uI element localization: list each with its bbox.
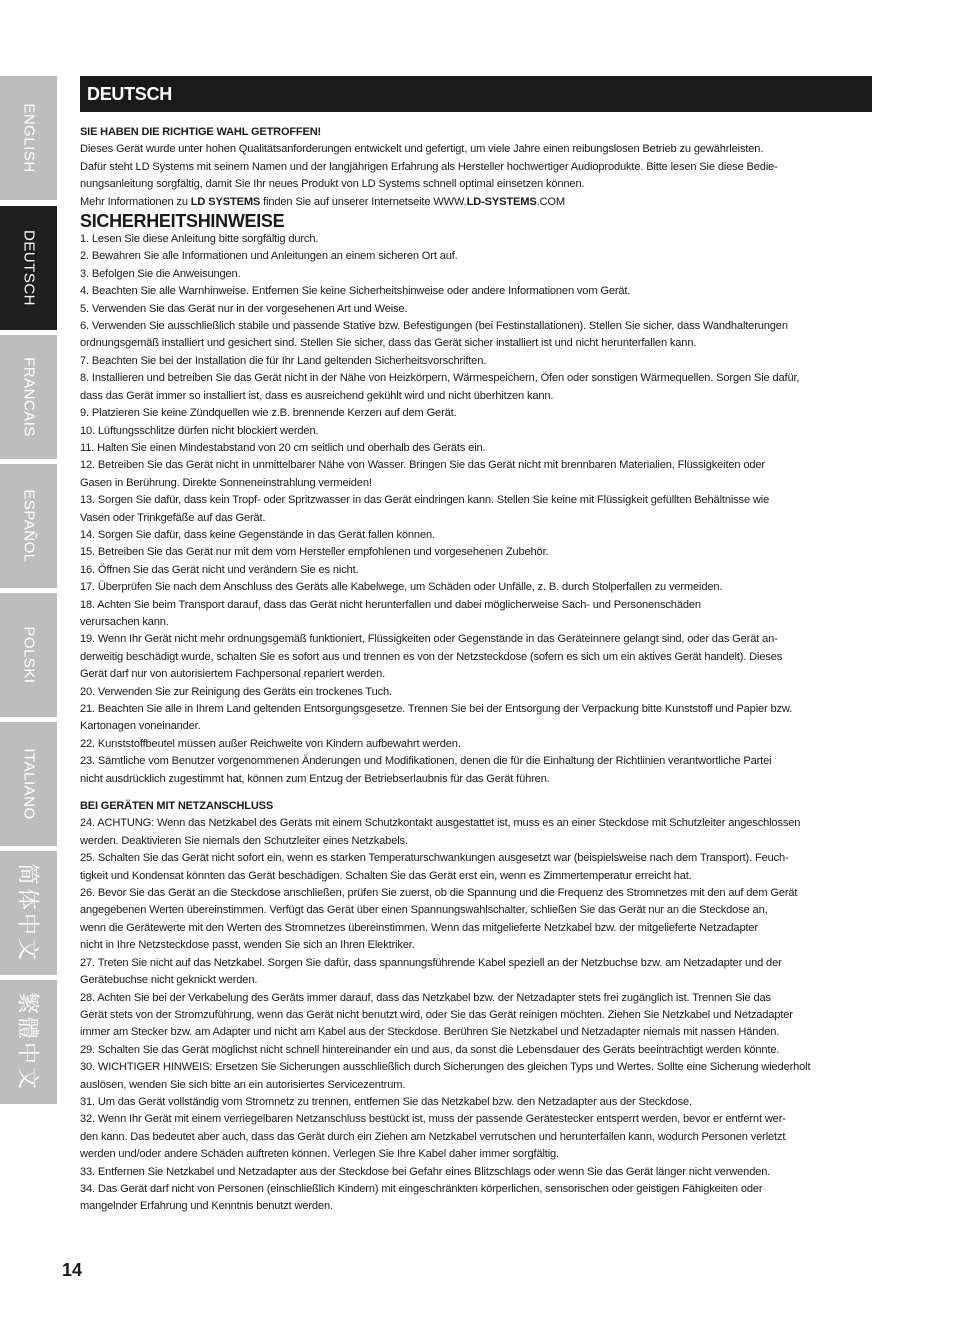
safety-title: SICHERHEITSHINWEISE — [80, 211, 285, 232]
safety-instructions — [80, 231, 875, 788]
text-line: 27. Treten Sie nicht auf das Netzkabel. Sorgen Sie dafür, dass spannungsführende Kabel speziell an der Netzbuchse bzw. am Netzadapter und der — [80, 956, 782, 969]
text-line: derweitig beschädigt wurde, schalten Sie es sofort aus und trennen es von der Netzsteckdose (sofern es sich um ein aktives Gerät handelt). Dieses — [80, 650, 783, 663]
text-line: 13. Sorgen Sie dafür, dass kein Tropf- oder Spritzwasser in das Gerät eindringen kann. Stellen Sie keine mit Flüssigkeit gefüllten Behältnisse wie — [80, 494, 770, 507]
text-line: 17. Überprüfen Sie nach dem Anschluss des Geräts alle Kabelwege, um Schäden oder Unfälle, z. B. durch Stolperfallen zu vermeiden. — [80, 581, 723, 594]
text-line: nungsanleitung sorgfältig, damit Sie Ihr neues Produkt von LD Systems schnell optimal einsetzen können. — [80, 178, 585, 191]
text-line: 6. Verwenden Sie ausschließlich stabile und passende Stative bzw. Befestigungen (bei Festinstallationen). Stellen Sie sicher, dass Wandhalterungen — [80, 320, 788, 333]
text-line: 3. Befolgen Sie die Anweisungen. — [80, 267, 241, 280]
text-line: 1. Lesen Sie diese Anleitung bitte sorgfältig durch. — [80, 233, 319, 246]
text-line: 18. Achten Sie beim Transport darauf, dass das Gerät nicht herunterfallen und dabei möglicherweise Sach- und Personenschäden — [80, 598, 701, 611]
text-line: 33. Entfernen Sie Netzkabel und Netzadapter aus der Steckdose bei Gefahr eines Blitzschlags oder wenn Sie das Gerät länger nicht verwenden. — [80, 1165, 771, 1178]
text-line: dass das Gerät immer so installiert ist, dass es ausreichend gekühlt wird und nicht überhitzen kann. — [80, 389, 554, 402]
text-line: 25. Schalten Sie das Gerät nicht sofort ein, wenn es starken Temperaturschwankungen ausgesetzt war (beispielsweise nach dem Transport). Feuch- — [80, 852, 789, 865]
tab-label: 简体中文 — [15, 862, 40, 964]
text-line: wenn die Gerätewerte mit den Werten des Stromnetzes übereinstimmen. Wenn das mitgelieferte Netzkabel bzw. der mitgelieferte Netzadapter — [80, 921, 758, 934]
text-line: auslösen, wenden Sie sich bitte an ein autorisiertes Servicezentrum. — [80, 1078, 406, 1091]
main-content — [80, 124, 875, 1216]
tab-francais[interactable] — [0, 335, 57, 459]
text-line: 24. ACHTUNG: Wenn das Netzkabel des Geräts mit einem Schutzkontakt ausgestattet ist, muss es an einer Steckdose mit Schutzleiter angeschlossen — [80, 817, 801, 830]
text-line: 15. Betreiben Sie das Gerät nur mit dem vom Hersteller empfohlenen und vorgesehenen Zubehör. — [80, 546, 549, 559]
text-line: angegebenen Werten übereinstimmen. Verfügt das Gerät über einen Spannungswahlschalter, schließen Sie das Gerät nur an die Steckdose an, — [80, 904, 768, 917]
text-line: ordnungsgemäß installiert und gesichert sind. Stellen Sie sicher, dass das Gerät sicher installiert ist und nicht herunterfallen kann. — [80, 337, 697, 350]
text-line: 34. Das Gerät darf nicht von Personen (einschließlich Kindern) mit eingeschränkten körperlichen, sensorischen oder geistigen Fähigkeiten oder — [80, 1182, 763, 1195]
tab-label: DEUTSCH — [20, 229, 37, 307]
text-line: 11. Halten Sie einen Mindestabstand von 20 cm seitlich und oberhalb des Geräts ein. — [80, 441, 486, 454]
website-domain[interactable]: LD-SYSTEMS — [466, 195, 537, 208]
mains-heading: BEI GERÄTEN MIT NETZANSCHLUSS — [80, 800, 274, 813]
text-line: Dafür steht LD Systems mit seinem Namen und der langjährigen Erfahrung als Hersteller hochwertiger Audioprodukte. Bitte lesen Sie diese Bedie- — [80, 160, 778, 173]
text-line: werden und/oder andere Schäden auftreten können. Verlegen Sie Ihre Kabel daher immer sorgfältig. — [80, 1148, 559, 1161]
text-line: 31. Um das Gerät vollständig vom Stromnetz zu trennen, entfernen Sie das Netzkabel bzw. den Netzadapter aus der Steckdose. — [80, 1095, 692, 1108]
tab-traditional-chinese[interactable] — [0, 980, 57, 1104]
text-line: Gasen in Berührung. Direkte Sonneneinstrahlung vermeiden! — [80, 476, 372, 489]
text-line: verursachen kann. — [80, 615, 169, 628]
text-line: 16. Öffnen Sie das Gerät nicht und verändern Sie es nicht. — [80, 563, 359, 576]
text-line: 14. Sorgen Sie dafür, dass keine Gegenstände in das Gerät fallen können. — [80, 528, 435, 541]
tab-label: FRANCAIS — [20, 357, 37, 437]
text-line: 10. Lüftungsschlitze dürfen nicht blockiert werden. — [80, 424, 319, 437]
text-line: Dieses Gerät wurde unter hohen Qualitätsanforderungen entwickelt und gefertigt, um viele Jahre einen reibungslosen Betrieb zu gewährleisten. — [80, 143, 764, 156]
text-line: 22. Kunststoffbeutel müssen außer Reichweite von Kindern aufbewahrt werden. — [80, 737, 461, 750]
text-line: 29. Schalten Sie das Gerät möglichst nicht schnell hintereinander ein und aus, da sonst die Lebensdauer des Geräts beeinträchtigt werden könnte. — [80, 1043, 780, 1056]
more-info-prefix: Mehr Informationen zu — [80, 195, 191, 208]
tab-espanol[interactable] — [0, 464, 57, 588]
mains-instructions — [80, 815, 875, 1215]
tab-label: POLSKI — [20, 626, 37, 684]
tab-deutsch[interactable] — [0, 206, 57, 330]
text-line: 7. Beachten Sie bei der Installation die für Ihr Land geltenden Sicherheitsvorschriften. — [80, 354, 487, 367]
tab-italiano[interactable] — [0, 722, 57, 846]
text-line: Gerät stets von der Stromzuführung, wenn das Gerät nicht benutzt wird, oder Sie das Gerät reinigen möchten. Ziehen Sie Netzkabel und Netzadapter — [80, 1008, 793, 1021]
tab-simplified-chinese[interactable] — [0, 851, 57, 975]
text-line: tigkeit und Kondensat könnten das Gerät beschädigen. Schalten Sie das Gerät erst ein, wenn es Zimmertemperatur erreicht hat. — [80, 869, 692, 882]
tab-label: 繁體中文 — [15, 991, 40, 1093]
text-line: immer am Stecker bzw. am Adapter und nicht am Kabel aus der Steckdose. Berühren Sie Netzkabel und Netzadapter niemals mit nassen Händen. — [80, 1026, 780, 1039]
tab-label: ESPAÑOL — [20, 489, 37, 563]
text-line: werden. Deaktivieren Sie niemals den Schutzleiter eines Netzkabels. — [80, 834, 408, 847]
tab-label: ITALIANO — [20, 748, 37, 820]
text-line: 12. Betreiben Sie das Gerät nicht in unmittelbarer Nähe von Wasser. Bringen Sie das Gerät nicht mit brennbaren Materialien, Flüssigkeiten oder — [80, 459, 765, 472]
text-line: 2. Bewahren Sie alle Informationen und Anleitungen an einem sicheren Ort auf. — [80, 250, 458, 263]
more-info-line — [80, 194, 875, 211]
website-suffix: .COM — [536, 195, 565, 208]
section-header-bar — [80, 76, 872, 112]
tab-label: ENGLISH — [20, 103, 37, 173]
text-line: mangelnder Erfahrung und Kenntnis benutzt werden. — [80, 1200, 333, 1213]
intro-text — [80, 141, 875, 193]
text-line: 30. WICHTIGER HINWEIS: Ersetzen Sie Sicherungen ausschließlich durch Sicherungen des gleichen Typs und Wertes. Sollte eine Sicherung wiederholt — [80, 1061, 811, 1074]
brand-name: LD SYSTEMS — [190, 195, 261, 208]
text-line: 9. Platzieren Sie keine Zündquellen wie z.B. brennende Kerzen auf dem Gerät. — [80, 407, 457, 420]
text-line: den kann. Das bedeutet aber auch, dass das Gerät durch ein Ziehen am Netzkabel verrutschen und herunterfallen kann, wodurch Personen verletzt — [80, 1130, 786, 1143]
text-line: Kartonagen voneinander. — [80, 720, 201, 733]
text-line: 23. Sämtliche vom Benutzer vorgenommenen Änderungen und Modifikationen, denen die für die Einhaltung der Richtlinien verantwortliche Partei — [80, 755, 772, 768]
text-line: nicht in Ihre Netzsteckdose passt, wenden Sie sich an Ihren Elektriker. — [80, 939, 415, 952]
text-line: 28. Achten Sie bei der Verkabelung des Geräts immer darauf, dass das Netzkabel bzw. der Netzadapter stets frei zugänglich ist. Trennen Sie das — [80, 991, 771, 1004]
text-line: 4. Beachten Sie alle Warnhinweise. Entfernen Sie keine Sicherheitshinweise oder andere Informationen vom Gerät. — [80, 285, 631, 298]
tab-english[interactable] — [0, 76, 57, 200]
text-line: 32. Wenn Ihr Gerät mit einem verriegelbaren Netzanschluss bestückt ist, muss der passende Gerätestecker entsperrt werden, bevor er entfernt wer- — [80, 1113, 786, 1126]
section-header-title: DEUTSCH — [87, 84, 172, 104]
text-line: 5. Verwenden Sie das Gerät nur in der vorgesehenen Art und Weise. — [80, 302, 408, 315]
text-line: 8. Installieren und betreiben Sie das Gerät nicht in der Nähe von Heizkörpern, Wärmespeichern, Öfen oder sonstigen Wärmequellen. Sorgen Sie dafür, — [80, 372, 800, 385]
text-line: Gerät darf nur von autorisiertem Fachpersonal repariert werden. — [80, 668, 386, 681]
text-line: 21. Beachten Sie alle in Ihrem Land geltenden Entsorgungsgesetze. Trennen Sie bei der Entsorgung der Verpackung bitte Kunststoff und Papier bzw. — [80, 703, 793, 715]
text-line: Gerätebuchse nicht geknickt werden. — [80, 974, 258, 987]
text-line: nicht ausdrücklich zugestimmt hat, können zum Entzug der Betriebserlaubnis für das Gerät führen. — [80, 772, 550, 785]
text-line: 20. Verwenden Sie zur Reinigung des Geräts ein trockenes Tuch. — [80, 685, 392, 698]
text-line: 19. Wenn Ihr Gerät nicht mehr ordnungsgemäß funktioniert, Flüssigkeiten oder Gegenstände in das Geräteinnere gelangt sind, oder das Gerät an- — [80, 633, 778, 646]
page-number: 14 — [62, 1260, 83, 1280]
text-line: Vasen oder Trinkgefäße auf das Gerät. — [80, 511, 266, 524]
more-info-middle: finden Sie auf unserer Internetseite WWW. — [260, 195, 467, 208]
intro-heading: SIE HABEN DIE RICHTIGE WAHL GETROFFEN! — [80, 126, 321, 138]
text-line: 26. Bevor Sie das Gerät an die Steckdose anschließen, prüfen Sie zuerst, ob die Spannung und die Frequenz des Stromnetzes mit den auf dem Gerät — [80, 887, 798, 900]
tab-polski[interactable] — [0, 593, 57, 717]
